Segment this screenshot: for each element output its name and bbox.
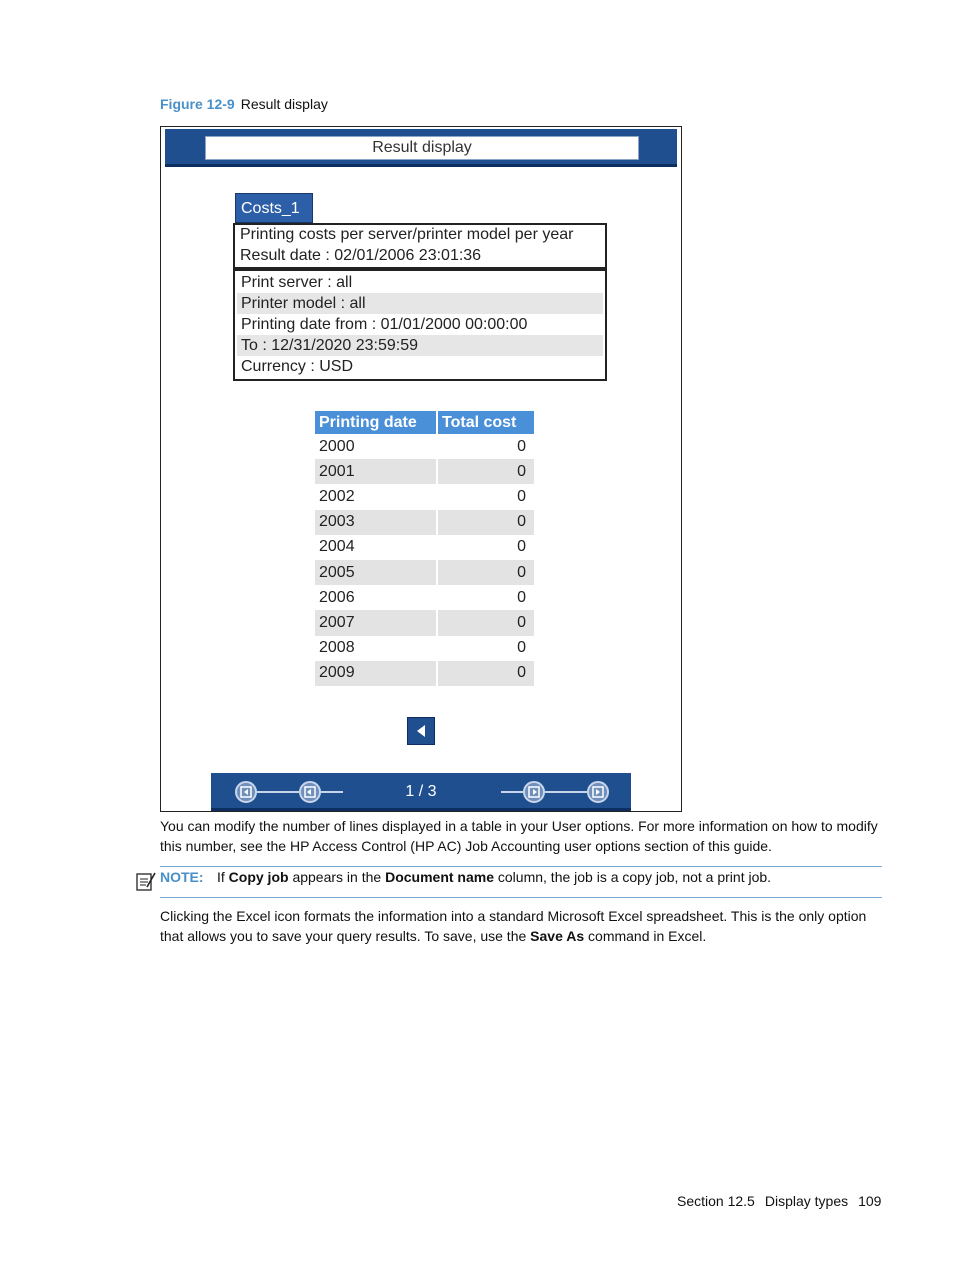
report-title: Printing costs per server/printer model per year — [240, 226, 574, 243]
note-text — [217, 869, 771, 885]
figure-number: Figure 12-9 — [160, 96, 235, 112]
footer-section: Section 12.5 — [677, 1193, 755, 1209]
year-cell: 2003 — [315, 510, 436, 535]
cost-cell: 0 — [438, 661, 534, 686]
filter-printer-model: Printer model : all — [237, 293, 603, 314]
year-cell: 2008 — [319, 639, 355, 657]
note-box — [160, 866, 882, 898]
year-cell: 2007 — [315, 610, 436, 635]
back-button[interactable] — [407, 717, 435, 745]
year-cell: 2001 — [315, 459, 436, 484]
paragraph-text: command in Excel. — [584, 928, 707, 944]
cost-cell: 0 — [517, 487, 526, 505]
footer-title: Display types — [764, 1193, 849, 1209]
cost-cell: 0 — [438, 610, 534, 635]
figure-title: Result display — [240, 96, 328, 112]
table-row — [315, 434, 534, 459]
cost-cell: 0 — [438, 459, 534, 484]
body-paragraph-excel — [160, 906, 890, 946]
note-bold-copy-job: Copy job — [228, 869, 289, 885]
table-row — [315, 610, 534, 635]
last-page-icon — [592, 786, 604, 798]
cost-cell: 0 — [517, 588, 526, 606]
tab-costs-1[interactable]: Costs_1 — [235, 193, 313, 223]
column-header-total-cost[interactable]: Total cost — [438, 411, 534, 434]
previous-page-button[interactable] — [299, 781, 321, 803]
next-page-icon — [528, 786, 540, 798]
column-header-printing-date[interactable]: Printing date — [315, 411, 436, 434]
filter-date-to: To : 12/31/2020 23:59:59 — [237, 335, 603, 356]
cost-cell: 0 — [517, 538, 526, 556]
nav-connector — [501, 791, 523, 793]
filter-print-server: Print server : all — [241, 274, 353, 291]
year-cell: 2006 — [319, 588, 355, 606]
first-page-button[interactable] — [235, 781, 257, 803]
note-text-part: appears in the — [288, 869, 386, 885]
filter-currency: Currency : USD — [241, 358, 354, 375]
nav-connector — [257, 791, 299, 793]
previous-page-icon — [304, 786, 316, 798]
nav-connector — [545, 791, 587, 793]
year-cell: 2004 — [319, 538, 355, 556]
title-bar — [165, 129, 677, 167]
report-header-box — [233, 223, 607, 269]
page-number: 109 — [858, 1193, 882, 1209]
table-row — [315, 510, 534, 535]
first-page-icon — [240, 786, 252, 798]
note-text-part: column, the job is a copy job, not a print job. — [494, 869, 772, 885]
save-as-bold: Save As — [530, 928, 585, 944]
cost-cell: 0 — [438, 510, 534, 535]
table-row — [315, 585, 534, 610]
body-paragraph: You can modify the number of lines displayed in a table in your User options. For more information on how to modify this number, see the HP Access Control (HP AC) Job Accounting user options section of this guide. — [160, 818, 878, 854]
result-display-figure — [160, 126, 682, 812]
table-row — [315, 459, 534, 484]
figure-caption — [160, 96, 328, 112]
page-footer — [677, 1193, 881, 1209]
note-bold-document-name: Document name — [385, 869, 494, 885]
nav-connector — [321, 791, 343, 793]
year-cell: 2000 — [319, 437, 355, 455]
result-date: Result date : 02/01/2006 23:01:36 — [240, 247, 482, 264]
page-indicator: 1 / 3 — [405, 783, 437, 800]
year-cell: 2002 — [319, 487, 355, 505]
next-page-button[interactable] — [523, 781, 545, 803]
table-row — [315, 636, 534, 661]
window-title: Result display — [205, 136, 639, 160]
year-cell: 2005 — [315, 560, 436, 585]
back-arrow-icon — [415, 724, 427, 738]
cost-cell: 0 — [517, 437, 526, 455]
note-icon — [135, 870, 157, 892]
filter-date-from: Printing date from : 01/01/2000 00:00:00 — [241, 316, 528, 333]
pagination-bar — [211, 773, 631, 811]
table-row — [315, 484, 534, 509]
cost-cell: 0 — [438, 560, 534, 585]
table-row — [315, 560, 534, 585]
paragraph-text: Clicking the Excel icon formats the information into a standard Microsoft Excel spreadsheet. This is the only option that allows you to save your query results. To save, use the — [160, 908, 867, 944]
table-row — [315, 661, 534, 686]
last-page-button[interactable] — [587, 781, 609, 803]
year-cell: 2009 — [315, 661, 436, 686]
table-row — [315, 535, 534, 560]
note-text-part: If — [217, 869, 229, 885]
cost-cell: 0 — [517, 639, 526, 657]
note-label: NOTE: — [160, 869, 204, 885]
filter-box — [233, 269, 607, 381]
cost-table — [313, 411, 536, 686]
